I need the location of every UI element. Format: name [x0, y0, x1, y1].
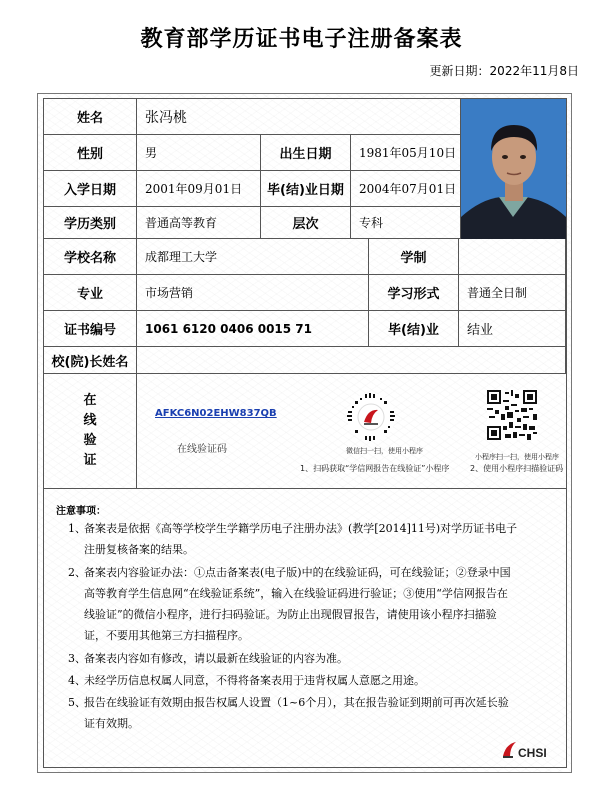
verify-code-caption: 在线验证码	[177, 444, 227, 455]
note-text: 报告在线验证有效期由报告权属人设置（1~6个月），其在报告验证到期前可再次延长验证有效期。	[84, 696, 509, 730]
notes-section	[44, 490, 566, 767]
label-gender: 性别	[44, 135, 137, 171]
note-item-3	[68, 648, 518, 669]
note-item-1	[68, 518, 518, 560]
note-text: 备案表是依据《高等学校学生学籍学历电子注册办法》(教学[2014]11号)对学历证书电子注册复核备案的结果。	[84, 522, 518, 556]
value-enroll: 2001年09月01日	[137, 171, 261, 207]
verify-char-4: 证	[83, 453, 97, 468]
value-president	[137, 347, 566, 374]
label-level: 层次	[261, 207, 351, 239]
update-date: 更新日期：2022年11月8日	[429, 64, 579, 78]
step-two: 2、使用小程序扫描验证码	[470, 464, 564, 473]
value-school: 成都理工大学	[137, 239, 369, 275]
mini-program-qr-icon	[346, 392, 396, 442]
value-major: 市场营销	[137, 275, 369, 311]
value-grad: 2004年07月01日	[351, 171, 461, 207]
label-president: 校(院)长姓名	[44, 347, 137, 374]
value-name: 张冯桃	[137, 99, 461, 135]
label-name: 姓名	[44, 99, 137, 135]
notes-heading: 注意事项：	[56, 506, 106, 517]
label-school: 学校名称	[44, 239, 137, 275]
label-duration: 学制	[369, 239, 459, 275]
value-gender: 男	[137, 135, 261, 171]
note-item-5	[68, 692, 518, 734]
label-enroll: 入学日期	[44, 171, 137, 207]
value-duration	[459, 239, 566, 275]
step-one: 1、扫码获取“学信网报告在线验证”小程序	[300, 464, 450, 473]
student-photo	[461, 99, 566, 239]
label-study-form: 学习形式	[369, 275, 459, 311]
label-grad: 毕(结)业日期	[261, 171, 351, 207]
value-cert-no: 1061 6120 0406 0015 71	[137, 311, 369, 347]
label-grad-status: 毕(结)业	[369, 311, 459, 347]
chsi-logo	[500, 738, 560, 760]
value-edu-type: 普通高等教育	[137, 207, 261, 239]
note-item-4	[68, 670, 518, 691]
value-birth: 1981年05月10日	[351, 135, 461, 171]
verify-label	[44, 374, 137, 489]
verify-char-3: 验	[83, 433, 97, 448]
chsi-logo-text: CHSI	[518, 746, 547, 760]
label-edu-type: 学历类别	[44, 207, 137, 239]
note-text: 未经学历信息权属人同意，不得将备案表用于违背权属人意愿之用途。	[84, 674, 425, 687]
mini-caption-2: 小程序扫一扫，使用小程序	[475, 453, 559, 461]
value-grad-status: 结业	[459, 311, 566, 347]
note-num: 5、	[68, 696, 86, 709]
verify-code-link[interactable]: AFKC6N02EHW837QB	[155, 408, 277, 419]
value-study-form: 普通全日制	[459, 275, 566, 311]
note-num: 2、	[68, 566, 86, 579]
page-title: 教育部学历证书电子注册备案表	[140, 27, 463, 52]
note-num: 1、	[68, 522, 86, 535]
value-level: 专科	[351, 207, 461, 239]
note-num: 3、	[68, 652, 86, 665]
mini-caption: 微信扫一扫，使用小程序	[346, 447, 423, 455]
note-num: 4、	[68, 674, 86, 687]
label-cert-no: 证书编号	[44, 311, 137, 347]
note-text: 备案表内容如有修改，请以最新在线验证的内容为准。	[84, 652, 348, 665]
verify-char-2: 线	[83, 413, 97, 428]
note-text: 备案表内容验证办法：①点击备案表(电子版)中的在线验证码，可在线验证；②登录中国高等教育学生信息网“在线验证系统”，输入在线验证码进行验证；③使用“学信网报告在线验证”的微信小程序，进行扫码验证。为防止出现假冒报告，请使用该小程序扫描验证，不要用其他第三方扫描程序。	[84, 566, 511, 642]
note-item-2	[68, 562, 518, 646]
verify-qr-code-icon	[487, 390, 537, 440]
label-major: 专业	[44, 275, 137, 311]
verify-char-1: 在	[83, 393, 97, 408]
label-birth: 出生日期	[261, 135, 351, 171]
